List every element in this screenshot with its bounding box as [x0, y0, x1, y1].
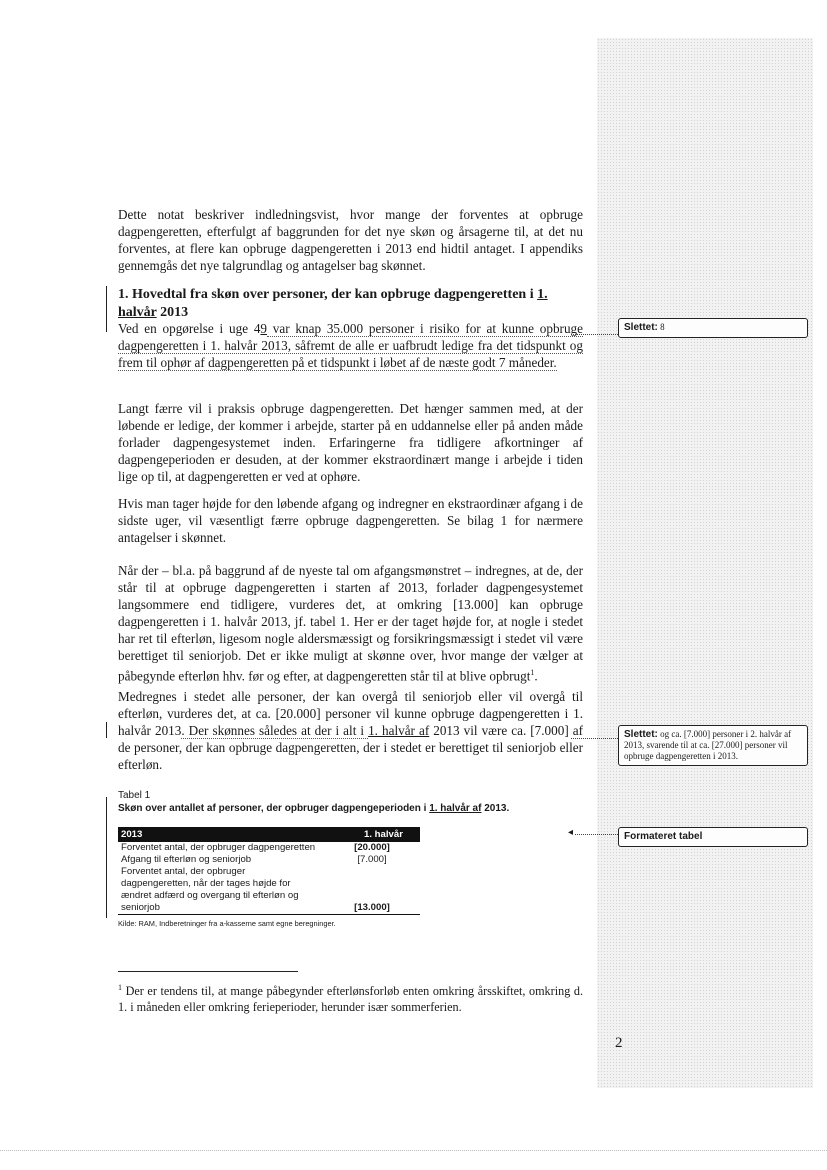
estimate-table — [118, 827, 420, 915]
table-row-value: [20.000] — [354, 842, 390, 853]
comment-label: Formateret tabel — [624, 831, 703, 842]
table-title — [118, 802, 509, 815]
paragraph-5 — [118, 688, 583, 773]
footnote-number: 1 — [118, 983, 122, 992]
paragraph-1 — [118, 320, 583, 371]
p4-end: . — [534, 668, 538, 684]
footnote-separator — [118, 971, 298, 972]
page-number: 2 — [615, 1035, 623, 1051]
heading-text-end: 2013 — [156, 305, 189, 320]
p1-text-rest: var knap 35.000 personer i risiko for at kunne opbruge dagpengeretten i 1. halvår 2013, såfremt de alle er uafbrudt ledige fra det tidspunkt og frem til ophør af dagpengeretten på et tidspunkt i løbet af de næste godt 7 måneder. — [118, 321, 583, 370]
comment-deleted-2[interactable] — [618, 725, 808, 766]
p5-text-b: . Der skønnes således at der i alt i — [181, 723, 369, 738]
table-label: Tabel 1 — [118, 790, 151, 801]
table-row-label: Afgang til efterløn og seniorjob — [121, 854, 252, 865]
p5-text-c: 2013 vil være ca. [7.000] af de personer, der kan opbruge dagpengeretten, der i stedet er berettiget til seniorjob eller efterløn. — [118, 723, 583, 772]
p1-text: Ved en opgørelse i uge 4 — [118, 321, 261, 336]
paragraph-3: Hvis man tager højde for den løbende afgang og indregner en ekstraordinær afgang i de sidste uger, vil væsentligt færre opbruge dagpengeretten. Se bilag 1 for nærmere antagelser i skønnet. — [118, 496, 583, 545]
comment-connector — [571, 738, 618, 739]
arrow-left-icon: ◂ — [568, 827, 574, 838]
p5-underlined: 1. halvår af — [368, 723, 430, 738]
table-source: Kilde: RAM, Indberetninger fra a-kasserne samt egne beregninger. — [118, 919, 336, 928]
footnote-reference[interactable]: 1 — [530, 668, 535, 677]
table-title-underlined: 1. halvår af — [429, 803, 482, 814]
comment-text: og ca. [7.000] personer i 2. halvår af 2013, svarende til at ca. [27.000] personer vil opbruge dagpengeretten i 2013. — [624, 729, 792, 761]
comment-text: 8 — [657, 322, 665, 332]
table-header-row — [118, 827, 420, 842]
heading-underlined-text: 1. halvår — [118, 287, 548, 320]
table-header-period: 1. halvår — [324, 827, 420, 842]
p1-inserted-text: 9 — [260, 321, 268, 336]
intro-paragraph: Dette notat beskriver indledningsvist, hvor mange der forventes at opbruge dagpengeretten, efterfulgt af baggrunden for det nye skøn og årsagerne til, at det nu forventes, at flere kan opbruge dagpengeretten i 2013 end hidtil antaget. I appendiks gennemgås det nye talgrundlag og antagelser bag skønnet. — [118, 207, 583, 273]
p4-text: Når der – bl.a. på baggrund af de nyeste tal om afgangsmønstret – indregnes, at de, der står til at opbruge dagpengeretten i starten af 2013, forlader dagpengesystemet langsommere end tidligere, vurderes det, at omkring [13.000] kan opbruge dagpengeretten i 1. halvår 2013, jf. tabel 1. Her er der taget højde for, at nogle i stedet har ret til efterløn, ligesom nogle aldersmæssigt og forsikringsmæssigt i stedet vil være berettiget til seniorjob. Det er ikke muligt at skønne over, hvor mange der vælger at påbegynde efterløn hhv. før og efter, at dagpengeretten står til at blive opbrugt — [118, 563, 583, 684]
footnote — [118, 980, 583, 1015]
page-bottom-rule — [0, 1150, 827, 1151]
table-row-label: Forventet antal, der opbruger dagpengeretten, når der tages højde for ændret adfærd og overgang til efterløn og seniorjob — [118, 866, 324, 915]
table-row-value: [7.000] — [357, 854, 387, 865]
p5-text: Medregnes i stedet alle personer, der kan overgå til seniorjob eller vil overgå til efterløn, vurderes det, at ca. [20.000] personer vil kunne opbruge dagpengeretten i 1. halvår 2013 — [118, 689, 583, 738]
change-bar — [106, 286, 107, 332]
comment-label: Slettet: — [624, 322, 658, 333]
heading-text: 1. Hovedtal fra skøn over personer, der kan opbruge dagpengeretten i — [118, 287, 538, 302]
comment-connector — [571, 334, 618, 335]
change-bar — [106, 797, 107, 918]
table-row — [118, 854, 420, 866]
change-bar — [106, 722, 107, 738]
table-row — [118, 842, 420, 854]
comment-connector — [575, 834, 618, 835]
table-row-value: [13.000] — [324, 866, 420, 915]
paragraph-4 — [118, 562, 583, 684]
paragraph-2: Langt færre vil i praksis opbruge dagpengeretten. Det hænger sammen med, at der løbende er ledige, der kommer i arbejde, starter på en uddannelse eller på anden måde forlader dagpengesystemet inden. Erfaringerne fra tidligere afkortninger af dagpengeperioden er desuden, at der kommer ekstraordinært mange i arbejde i tiden lige op til, at dagpengeretten er ved at ophøre. — [118, 401, 583, 484]
table-title-end: 2013. — [481, 803, 510, 814]
footnote-text: Der er tendens til, at mange påbegynder efterlønsforløb enten omkring årsskiftet, omkring d. 1. i måneden eller omkring ferieperioder, herunder især sommerferien. — [118, 984, 583, 1015]
comment-formatted-table[interactable] — [618, 827, 808, 847]
comment-deleted-1[interactable] — [618, 318, 808, 338]
comment-label: Slettet: — [624, 729, 658, 740]
section-heading — [118, 286, 583, 322]
table-header-year: 2013 — [118, 827, 324, 842]
table-row-label: Forventet antal, der opbruger dagpengeretten — [121, 842, 316, 853]
markup-margin-pane — [597, 38, 813, 1088]
table-row — [118, 866, 420, 915]
table-title-text: Skøn over antallet af personer, der opbruger dagpengeperioden i — [118, 803, 430, 814]
